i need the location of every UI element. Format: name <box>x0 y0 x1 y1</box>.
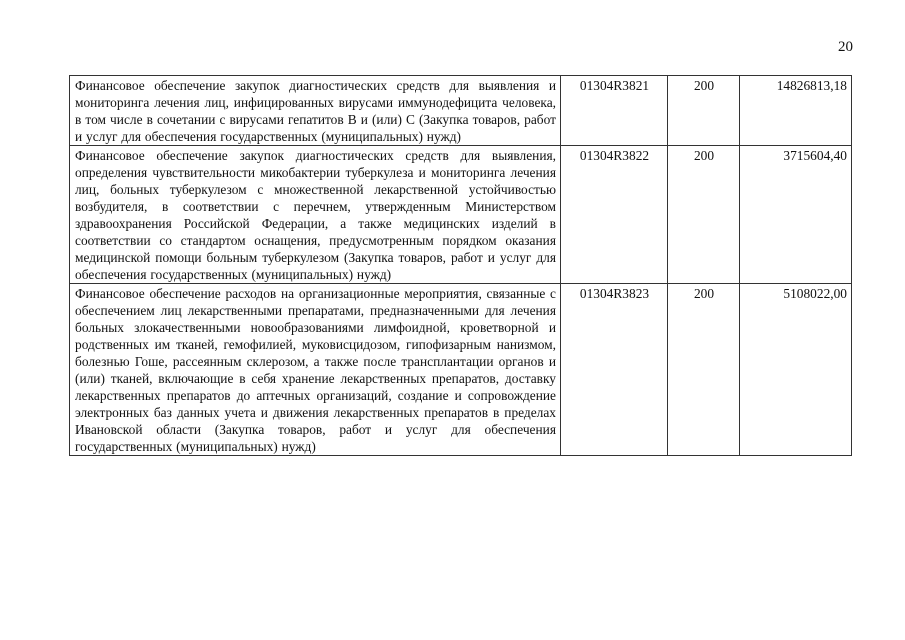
table-row <box>70 76 852 146</box>
expense-description: Финансовое обеспечение расходов на организационные мероприятия, связанные с обеспечением лиц лекарственными препаратами, предназначенными для лечения больных злокачественными новообразованиями лимфоидной, кроветворной и родственных им тканей, гемофилией, муковисцидозом, гипофизарным нанизмом, болезнью Гоше, рассеянным склерозом, а также после трансплантации органов и (или) тканей, включающие в себя хранение лекарственных препаратов, доставку лекарственных препаратов до аптечных организаций, создание и сопровождение электронных баз данных учета и движения лекарственных препаратов в пределах Ивановской области (Закупка товаров, работ и услуг для обеспечения государственных (муниципальных) нужд) <box>70 284 561 456</box>
target-article-code: 01304R3822 <box>561 146 668 284</box>
target-article-code: 01304R3821 <box>561 76 668 146</box>
amount: 3715604,40 <box>740 146 852 284</box>
page-number: 20 <box>838 39 853 55</box>
expense-type-code: 200 <box>668 284 740 456</box>
amount: 14826813,18 <box>740 76 852 146</box>
table-row <box>70 146 852 284</box>
target-article-code: 01304R3823 <box>561 284 668 456</box>
expense-type-code: 200 <box>668 146 740 284</box>
expense-description: Финансовое обеспечение закупок диагностических средств для выявления и мониторинга лечения лиц, инфицированных вирусами иммунодефицита человека, в том числе в сочетании с вирусами гепатитов В и (или) С (Закупка товаров, работ и услуг для обеспечения государственных (муниципальных) нужд) <box>70 76 561 146</box>
expense-description: Финансовое обеспечение закупок диагностических средств для выявления, определения чувствительности микобактерии туберкулеза и мониторинга лечения лиц, больных туберкулезом с множественной лекарственной устойчивостью возбудителя, в соответствии с перечнем, утвержденным Министерством здравоохранения Российской Федерации, а также медицинских изделий в соответствии со стандартом оснащения, предусмотренным порядком оказания медицинской помощи больным туберкулезом (Закупка товаров, работ и услуг для обеспечения государственных (муниципальных) нужд) <box>70 146 561 284</box>
table-row <box>70 284 852 456</box>
amount: 5108022,00 <box>740 284 852 456</box>
expense-type-code: 200 <box>668 76 740 146</box>
budget-table <box>69 75 852 456</box>
